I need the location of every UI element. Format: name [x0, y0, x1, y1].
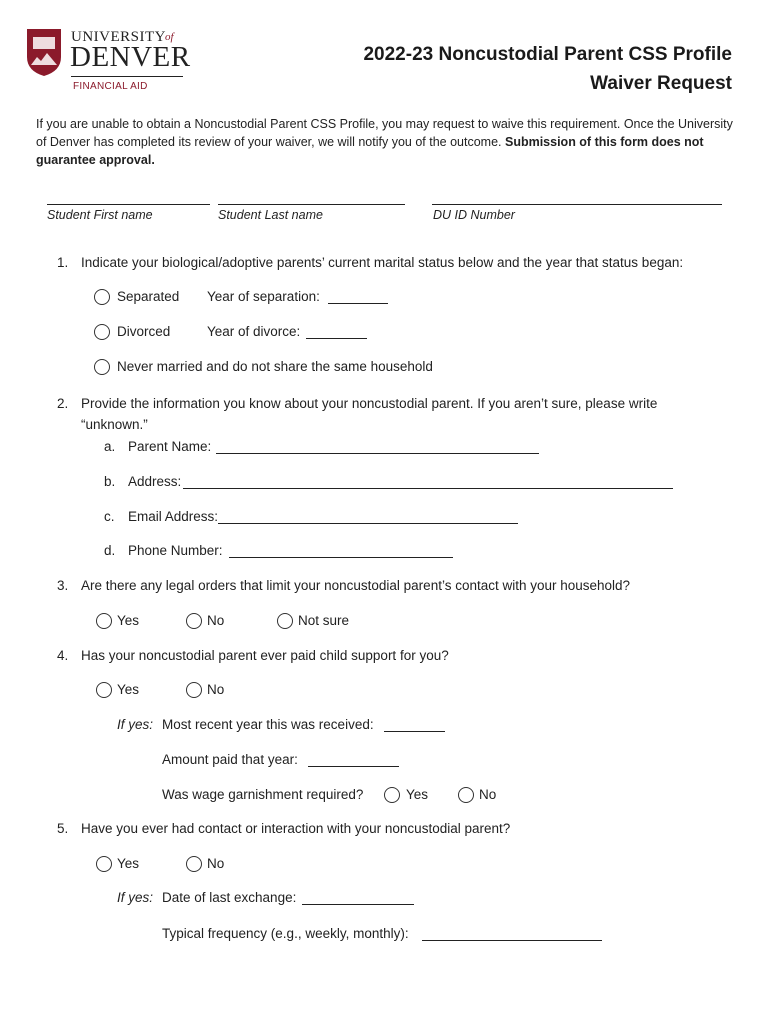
q1-year-separation-line[interactable]: [328, 303, 388, 304]
q5-text: Have you ever had contact or interaction with your noncustodial parent?: [81, 821, 511, 836]
title-line-1: 2022-23 Noncustodial Parent CSS Profile: [363, 44, 732, 65]
q2c-email-line[interactable]: [218, 523, 518, 524]
q2a-parent-name-line[interactable]: [216, 453, 539, 454]
student-last-name-label: Student Last name: [218, 208, 323, 222]
q1-text: Indicate your biological/adoptive parents’ current marital status below and the year that status began:: [81, 255, 684, 270]
q2-text-line-1: Provide the information you know about your noncustodial parent. If you aren’t sure, please write: [81, 396, 658, 411]
q5-yes-label: Yes: [117, 856, 140, 871]
q5-last-exchange-line[interactable]: [302, 904, 414, 905]
q4-number: 4.: [57, 648, 69, 663]
crest-icon: [25, 27, 63, 77]
logo-word-denver: DENVER: [70, 41, 191, 73]
q1-year-separation-label: Year of separation:: [207, 289, 320, 304]
form-title: [363, 40, 732, 98]
q1-separated-label: Separated: [117, 289, 180, 304]
q2c-letter: c.: [104, 509, 115, 524]
q3-no-radio[interactable]: [186, 613, 202, 629]
q4-if-yes-label: If yes:: [117, 717, 154, 732]
university-logo: [25, 27, 191, 97]
q2a-label: Parent Name:: [128, 439, 212, 454]
q2d-phone-line[interactable]: [229, 557, 453, 558]
q4-no-radio[interactable]: [186, 682, 202, 698]
q3-number: 3.: [57, 578, 69, 593]
q3-no-label: No: [207, 613, 225, 628]
q3-not-sure-radio[interactable]: [277, 613, 293, 629]
q4-garnishment-label: Was wage garnishment required?: [162, 787, 364, 802]
q2b-address-line[interactable]: [183, 488, 673, 489]
q2-text-line-2: “unknown.”: [81, 417, 148, 432]
q1-divorced-label: Divorced: [117, 324, 171, 339]
q4-yes-label: Yes: [117, 682, 140, 697]
q2-number: 2.: [57, 396, 69, 411]
q4-garnishment-no-label: No: [479, 787, 497, 802]
q3-not-sure-label: Not sure: [298, 613, 350, 628]
student-first-name-label: Student First name: [47, 208, 153, 222]
logo-word-university: UNIVERSITY: [71, 29, 166, 45]
intro-bold-text: Submission of this form does not guarantee approval.: [36, 135, 704, 167]
q1-divorced-radio[interactable]: [94, 324, 110, 340]
q4-no-label: No: [207, 682, 225, 697]
q1-year-divorce-label: Year of divorce:: [207, 324, 301, 339]
q3-yes-radio[interactable]: [96, 613, 112, 629]
q2b-label: Address:: [128, 474, 182, 489]
logo-word-of: of: [165, 31, 174, 43]
q1-year-divorce-line[interactable]: [306, 338, 367, 339]
q4-recent-year-line[interactable]: [384, 731, 445, 732]
q4-garnishment-yes-label: Yes: [406, 787, 429, 802]
q1-number: 1.: [57, 255, 69, 270]
title-line-2: Waiver Request: [590, 73, 732, 94]
q3-yes-label: Yes: [117, 613, 140, 628]
q2c-label: Email Address:: [128, 509, 219, 524]
q2a-letter: a.: [104, 439, 116, 454]
q2d-letter: d.: [104, 543, 116, 558]
q4-amount-line[interactable]: [308, 766, 399, 767]
q5-no-radio[interactable]: [186, 856, 202, 872]
q5-frequency-line[interactable]: [422, 940, 602, 941]
q2d-label: Phone Number:: [128, 543, 223, 558]
intro-paragraph: [36, 115, 736, 169]
du-id-line[interactable]: [432, 204, 722, 205]
q4-amount-label: Amount paid that year:: [162, 752, 298, 767]
q1-never-married-radio[interactable]: [94, 359, 110, 375]
q5-last-exchange-label: Date of last exchange:: [162, 890, 297, 905]
intro-text: If you are unable to obtain a Noncustodial Parent CSS Profile, you may request to waive this requirement. Once the University of Denver has completed its review of your waiver, we will notify you of the outcome.: [36, 117, 733, 149]
du-id-label: DU ID Number: [433, 208, 515, 222]
q3-text: Are there any legal orders that limit your noncustodial parent’s contact with your household?: [81, 578, 631, 593]
student-first-name-line[interactable]: [47, 204, 210, 205]
logo-rule: [71, 76, 183, 77]
q2b-letter: b.: [104, 474, 116, 489]
q4-recent-year-label: Most recent year this was received:: [162, 717, 374, 732]
student-last-name-line[interactable]: [218, 204, 405, 205]
q4-text: Has your noncustodial parent ever paid child support for you?: [81, 648, 449, 663]
q4-yes-radio[interactable]: [96, 682, 112, 698]
q5-no-label: No: [207, 856, 225, 871]
q5-yes-radio[interactable]: [96, 856, 112, 872]
q4-garnishment-yes-radio[interactable]: [384, 787, 400, 803]
q1-separated-radio[interactable]: [94, 289, 110, 305]
q5-frequency-label: Typical frequency (e.g., weekly, monthly):: [162, 926, 409, 941]
logo-subtitle: FINANCIAL AID: [73, 81, 148, 92]
q1-never-married-label: Never married and do not share the same household: [117, 359, 433, 374]
q4-garnishment-no-radio[interactable]: [458, 787, 474, 803]
q5-if-yes-label: If yes:: [117, 890, 154, 905]
q5-number: 5.: [57, 821, 69, 836]
